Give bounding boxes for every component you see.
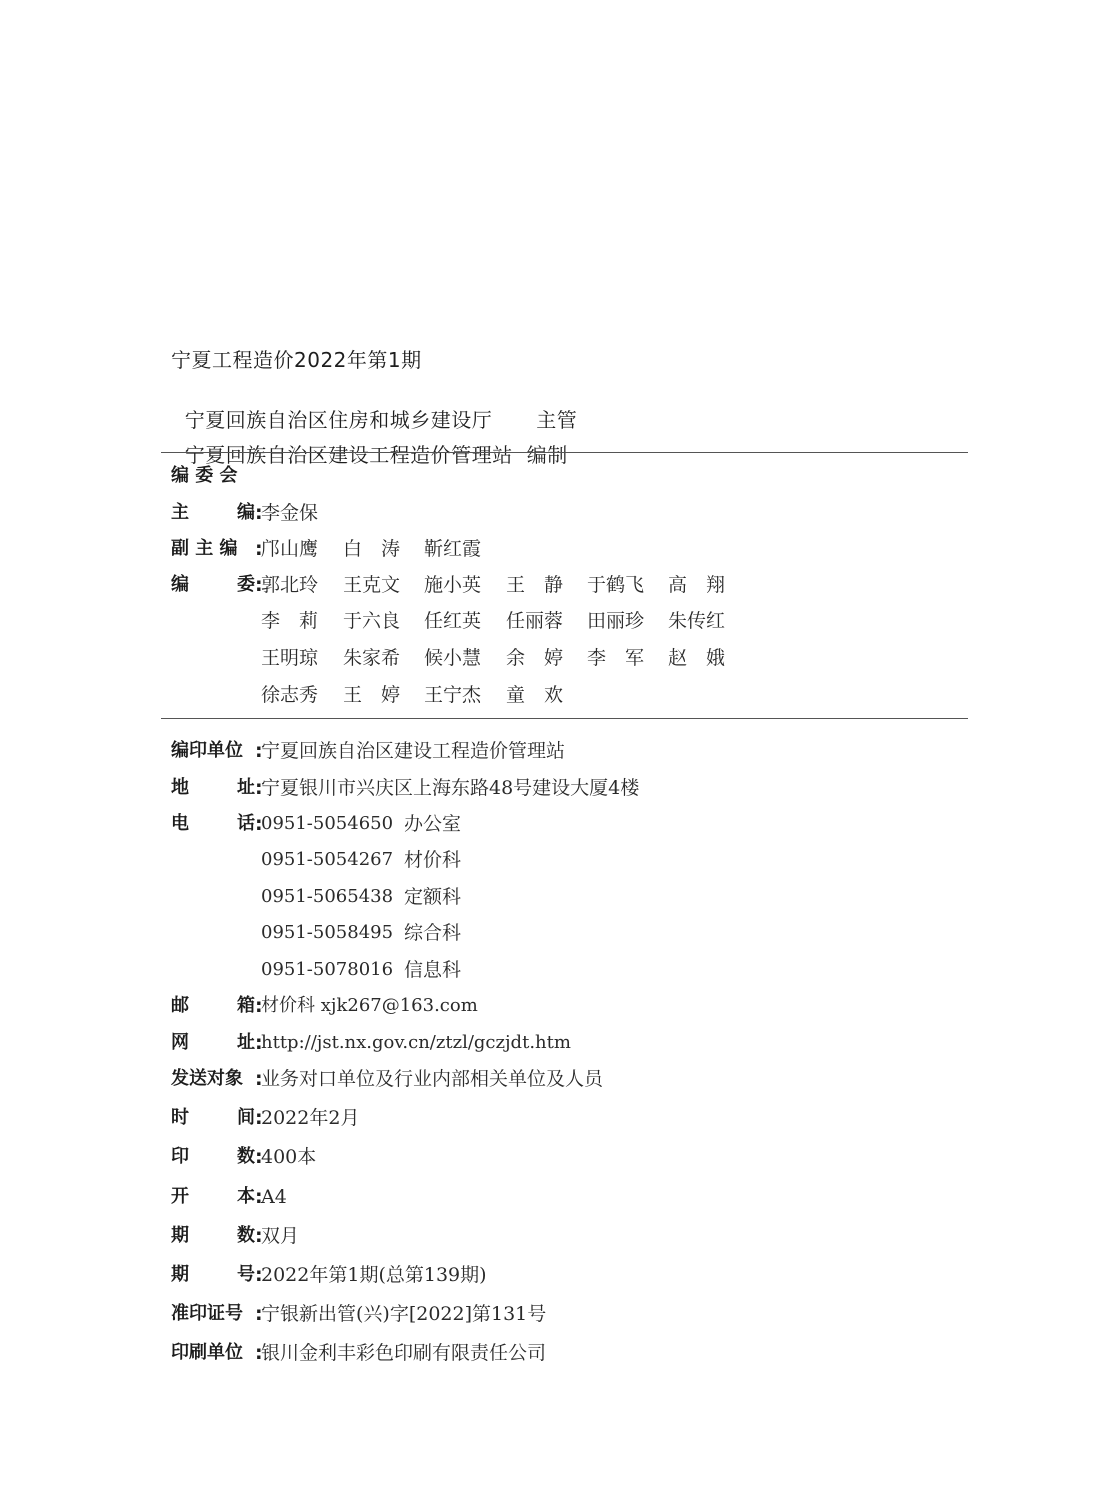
date-value: 2022年2月 bbox=[261, 1107, 360, 1129]
phone-dept: 材价科 bbox=[404, 849, 462, 871]
phone-dept: 办公室 bbox=[404, 813, 462, 835]
permit-value: 宁银新出管(兴)字[2022]第131号 bbox=[261, 1303, 547, 1325]
compiler-org: 宁夏回族自治区建设工程造价管理站 bbox=[184, 443, 513, 467]
deputy-editor-row: 副 主 编 : bbox=[171, 538, 263, 560]
phone-number: 0951-5058495 bbox=[261, 922, 394, 943]
member-name: 王克文 bbox=[343, 574, 401, 596]
address-value: 宁夏银川市兴庆区上海东路48号建设大厦4楼 bbox=[261, 777, 640, 799]
phone-row: 电 话 : bbox=[171, 813, 263, 835]
chief-editor-row: 主 编 :李金保 bbox=[171, 502, 319, 524]
publisher-row: 编印单位 :宁夏回族自治区建设工程造价管理站 bbox=[171, 740, 566, 762]
permit-row: 准印证号 :宁银新出管(兴)字[2022]第131号 bbox=[171, 1303, 547, 1325]
member-name: 候小慧 bbox=[424, 647, 482, 669]
member-name: 徐志秀 bbox=[261, 684, 319, 706]
member-name: 于六良 bbox=[343, 610, 401, 632]
phone-number: 0951-5065438 bbox=[261, 886, 394, 907]
email-value: 材价科 xjk267@163.com bbox=[261, 995, 478, 1016]
phone-number: 0951-5054267 bbox=[261, 849, 394, 870]
editorial-board-title bbox=[171, 463, 238, 489]
member-name: 赵 娥 bbox=[668, 647, 726, 669]
supervisor-org: 宁夏回族自治区住房和城乡建设厅 bbox=[184, 408, 493, 432]
member-name: 朱传红 bbox=[668, 610, 726, 632]
board-members-row: 编 委 : bbox=[171, 574, 263, 596]
format-row: 开 本 :A4 bbox=[171, 1186, 287, 1208]
deputy-editor-label: 副 主 编 bbox=[171, 538, 238, 559]
member-name: 王 静 bbox=[506, 574, 564, 596]
website-value: http://jst.nx.gov.cn/ztzl/gczjdt.htm bbox=[261, 1032, 571, 1053]
deputy-name: 邝山鹰 bbox=[261, 538, 319, 560]
editorial-board-heading: 编 委 会 bbox=[171, 465, 238, 486]
middle-divider bbox=[161, 718, 968, 719]
member-name: 李 莉 bbox=[261, 610, 319, 632]
date-row: 时 间 :2022年2月 bbox=[171, 1107, 360, 1129]
deputy-name: 靳红霞 bbox=[424, 538, 482, 560]
member-name: 郭北玲 bbox=[261, 574, 319, 596]
copies-row: 印 数 :400本 bbox=[171, 1146, 317, 1168]
website-row: 网 址 :http://jst.nx.gov.cn/ztzl/gczjdt.htm bbox=[171, 1032, 571, 1054]
copies-value: 400本 bbox=[261, 1146, 317, 1168]
top-divider bbox=[161, 452, 968, 453]
supervisor-role: 主管 bbox=[536, 408, 578, 432]
compiler-role: 编制 bbox=[526, 443, 568, 467]
phone-entry bbox=[261, 884, 462, 910]
phone-entry bbox=[261, 957, 462, 983]
member-name: 任丽蓉 bbox=[506, 610, 564, 632]
phone-dept: 综合科 bbox=[404, 922, 462, 944]
email-row: 邮 箱 :材价科 xjk267@163.com bbox=[171, 995, 478, 1017]
phone-number: 0951-5054650 bbox=[261, 813, 394, 834]
member-name: 余 婷 bbox=[506, 647, 564, 669]
member-name: 李 军 bbox=[587, 647, 645, 669]
printer-value: 银川金利丰彩色印刷有限责任公司 bbox=[261, 1342, 547, 1364]
frequency-row: 期 数 :双月 bbox=[171, 1225, 300, 1247]
member-name: 王宁杰 bbox=[424, 684, 482, 706]
format-value: A4 bbox=[261, 1186, 287, 1208]
issue-value: 2022年第1期(总第139期) bbox=[261, 1264, 487, 1286]
printer-row: 印刷单位 :银川金利丰彩色印刷有限责任公司 bbox=[171, 1342, 547, 1364]
member-name: 于鹤飞 bbox=[587, 574, 645, 596]
audience-value: 业务对口单位及行业内部相关单位及人员 bbox=[261, 1068, 604, 1090]
audience-label: 发送对象 bbox=[171, 1068, 243, 1089]
permit-label: 准印证号 bbox=[171, 1303, 243, 1324]
member-name: 朱家希 bbox=[343, 647, 401, 669]
phone-entry bbox=[261, 920, 462, 946]
printer-label: 印刷单位 bbox=[171, 1342, 243, 1363]
frequency-value: 双月 bbox=[261, 1225, 300, 1247]
member-name: 施小英 bbox=[424, 574, 482, 596]
phone-entry bbox=[261, 811, 462, 837]
issue-row: 期 号 :2022年第1期(总第139期) bbox=[171, 1264, 487, 1286]
deputy-name: 白 涛 bbox=[343, 538, 401, 560]
publisher-label: 编印单位 bbox=[171, 740, 243, 761]
phone-dept: 定额科 bbox=[404, 886, 462, 908]
chief-editor-name: 李金保 bbox=[261, 502, 319, 524]
compiler-line bbox=[171, 415, 568, 468]
member-name: 高 翔 bbox=[668, 574, 726, 596]
member-name: 任红英 bbox=[424, 610, 482, 632]
phone-number: 0951-5078016 bbox=[261, 959, 394, 980]
audience-row: 发送对象 :业务对口单位及行业内部相关单位及人员 bbox=[171, 1068, 604, 1090]
member-name: 童 欢 bbox=[506, 684, 564, 706]
publisher-value: 宁夏回族自治区建设工程造价管理站 bbox=[261, 740, 566, 762]
phone-dept: 信息科 bbox=[404, 959, 462, 981]
phone-entry bbox=[261, 847, 462, 873]
address-row: 地 址 :宁夏银川市兴庆区上海东路48号建设大厦4楼 bbox=[171, 777, 640, 799]
member-name: 田丽珍 bbox=[587, 610, 645, 632]
journal-title: 宁夏工程造价2022年第1期 bbox=[171, 348, 422, 372]
member-name: 王明琼 bbox=[261, 647, 319, 669]
member-name: 王 婷 bbox=[343, 684, 401, 706]
